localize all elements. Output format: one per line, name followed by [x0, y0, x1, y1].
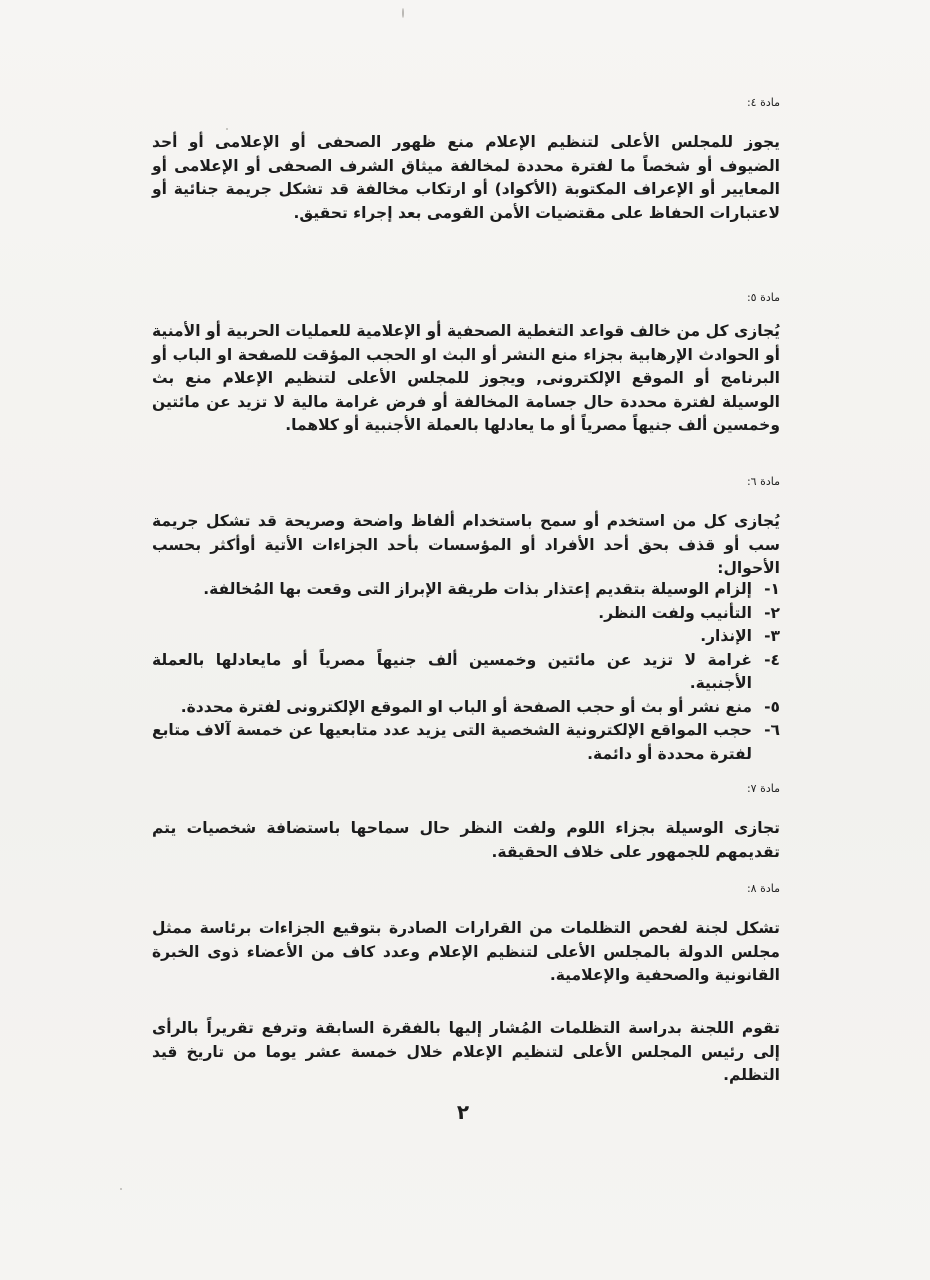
page-number: ٢ — [456, 1100, 470, 1124]
list-item — [152, 578, 780, 602]
list-item-text: غرامة لا تزيد عن مائتين وخمسين ألف جنيهاً مصرياً أو مايعادلها بالعملة الأجنبية. — [152, 650, 752, 692]
article-4-heading: مادة ٤: — [746, 96, 780, 109]
article-8-paragraph-2: تقوم اللجنة بدراسة التظلمات المُشار إليها بالفقرة السابقة وترفع تقريراً بالرأى إلى رئيس المجلس الأعلى لتنظيم الإعلام خلال خمسة عشر يوما من تاريخ قيد التظلم. — [152, 1019, 780, 1084]
list-item-text: الإنذار. — [700, 627, 752, 645]
article-6-heading: مادة ٦: — [746, 475, 780, 488]
list-item-number: ١- — [764, 580, 780, 598]
list-item — [152, 625, 780, 649]
article-6-penalties-list — [152, 578, 780, 766]
article-5-paragraph: يُجازى كل من خالف قواعد التغطية الصحفية أو الإعلامية للعمليات الحربية أو الأمنية أو الحوادث الإرهابية بجزاء منع النشر أو البث او الحجب المؤقت للصفحة او الباب أو البرنامج أو الموقع الإلكترونى, ويجوز للمجلس الأعلى لتنظيم الإعلام منع بث الوسيلة لفترة محددة حال جسامة المخالفة أو فرض غرامة مالية لا تزيد عن مائتين وخمسين ألف جنيهاً مصرياً أو ما يعادلها بالعملة الأجنبية أو كلاهما. — [152, 322, 780, 434]
article-8-paragraph-1: تشكل لجنة لفحص التظلمات من القرارات الصادرة بتوقيع الجزاءات برئاسة ممثل مجلس الدولة بالمجلس الأعلى لتنظيم الإعلام وعدد كاف من الأعضاء ذوى الخبرة القانونية والصحفية والإعلامية. — [152, 919, 780, 984]
list-item-text: إلزام الوسيلة بتقديم إعتذار بذات طريقة الإبراز التى وقعت بها المُخالفة. — [203, 580, 752, 598]
scan-speck — [402, 8, 404, 18]
scan-speck — [120, 1188, 122, 1190]
list-item — [152, 696, 780, 720]
list-item-text: منع نشر أو بث أو حجب الصفحة أو الباب او الموقع الإلكترونى لفترة محددة. — [180, 697, 752, 716]
list-item-number: ٤- — [764, 650, 780, 669]
scan-speck — [226, 128, 228, 130]
article-7-paragraph: تجازى الوسيلة بجزاء اللوم ولفت النظر حال سماحها باستضافة شخصيات يتم تقديمهم للجمهور على خلاف الحقيقة. — [152, 819, 780, 861]
list-item-number: ٥- — [764, 697, 780, 716]
list-item — [152, 649, 780, 696]
list-item-number: ٢- — [764, 603, 780, 622]
list-item-number: ٣- — [764, 627, 780, 645]
list-item-number: ٦- — [764, 721, 780, 739]
list-item — [152, 719, 780, 766]
list-item-text: حجب المواقع الإلكترونية الشخصية التى يزيد عدد متابعيها عن خمسة آلاف متابع لفترة محددة أو دائمة. — [152, 721, 752, 763]
article-5-heading: مادة ٥: — [746, 291, 780, 304]
article-4-paragraph: يجوز للمجلس الأعلى لتنظيم الإعلام منع ظهور الصحفى أو الإعلامى أو أحد الضيوف أو شخصاً ما لفترة محددة لمخالفة ميثاق الشرف الصحفى أو الإعلامى أو المعايير أو الإعراف المكتوبة (الأكواد) أو ارتكاب مخالفة قد تشكل جريمة جنائية أو لاعتبارات الحفاظ على مقتضيات الأمن القومى بعد إجراء تحقيق. — [152, 133, 780, 222]
article-8-heading: مادة ٨: — [746, 882, 780, 895]
list-item — [152, 602, 780, 626]
article-7-heading: مادة ٧: — [746, 782, 780, 795]
list-item-text: التأنيب ولفت النظر. — [598, 603, 752, 622]
article-6-paragraph: يُجازى كل من استخدم أو سمح باستخدام ألفاظ واضحة وصريحة قد تشكل جريمة سب أو قذف بحق أحد الأفراد أو المؤسسات بأحد الجزاءات الأتية أوأكثر بحسب الأحوال: — [152, 512, 780, 577]
